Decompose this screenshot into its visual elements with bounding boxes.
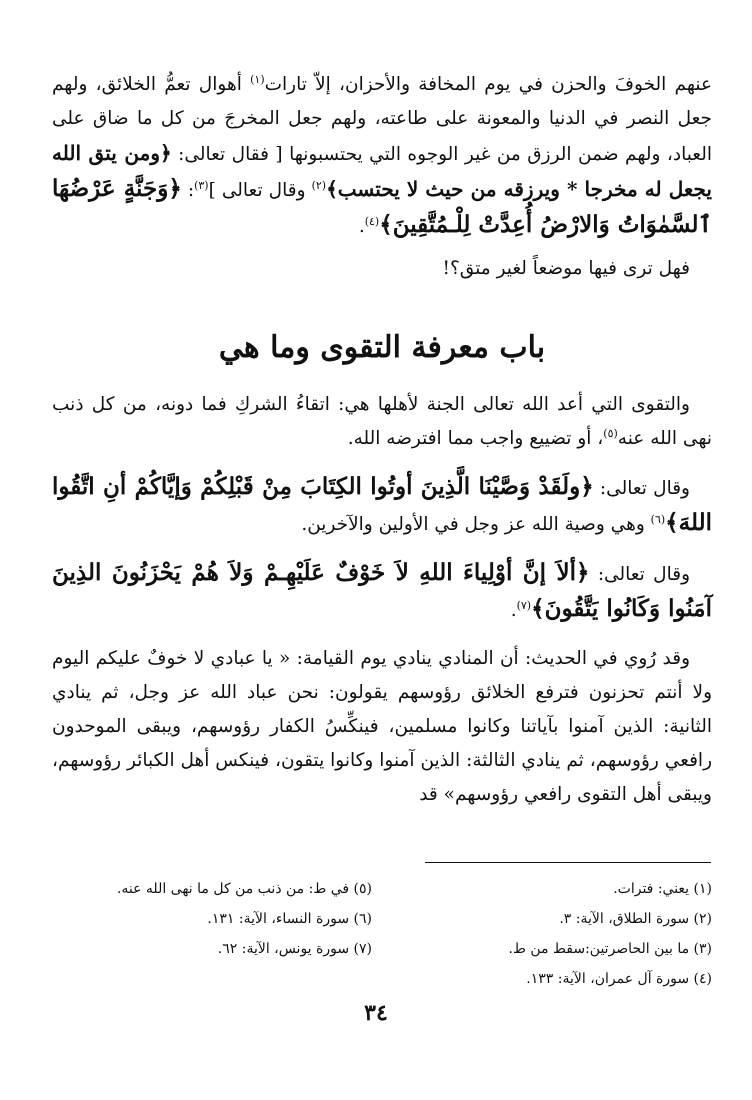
intro-line-4b: وقال تعالى ] [208,180,312,201]
question-line: فهل ترى فيها موضعاً لغير متق؟! [442,258,690,279]
intro-end: . [358,216,365,237]
quran-verse-1: ﴿ومن يتق الله يجعل له مخرجا * ويرزقه من حيث لا يحتسب﴾ [52,141,712,201]
footnote-5: (٥) في ط: من ذنب من كل ما نهى الله عنه. [116,881,372,897]
footnotes-right-column [392,874,712,994]
footnote-ref-1[interactable]: (١) [250,72,265,86]
footnotes-left-column [52,874,372,964]
definition-text: والتقوى التي أعد الله تعالى الجنة لأهلها هي: اتقاءُ الشركِ فما دونه، من كل ذنب نهى الله عنه [52,394,712,449]
intro-paragraph [52,68,712,244]
said-label-2: وقال تعالى: [589,564,690,585]
intro-line-1b: أهوال تعمُّ الخلائق، [95,74,251,95]
footnote-ref-2[interactable]: (٢) [311,178,327,192]
page-number: ٣٤ [364,1000,388,1026]
taqwa-definition-paragraph [52,388,712,456]
footnote-ref-5[interactable]: (٥) [603,426,618,440]
footnote-7: (٧) سورة يونس، الآية: ٦٢. [217,941,372,957]
footnote-4: (٤) سورة آل عمران، الآية: ١٣٣. [526,971,712,987]
footnote-divider [425,862,711,863]
verse-paragraph-1 [52,470,712,542]
verse-commentary: وهي وصية الله عز وجل في الأولين والآخرين. [301,514,651,535]
intro-line-3: على العباد، ولهم ضمن الرزق من غير الوجوه التي يحتسبونها [ فقال تعالى: [52,108,713,165]
footnote-ref-4[interactable]: (٤) [364,214,380,228]
intro-line-1: عنهم الخوفَ والحزن في يوم المخافة والأحزان، إلاّ تارات [264,74,712,95]
quran-verse-3: ﴿ولَقَدْ وَصَّيْنَا الَّذِينَ أوتُوا الكِتَابَ مِنْ قَبْلِكُمْ وَإيَّاكُمْ أنِ اتَّقُوا اللهَ﴾ [52,473,712,536]
definition-text-end: ، أو تضييع واجب مما افترضه الله. [347,428,604,449]
footnote-2: (٢) سورة الطلاق، الآية: ٣. [559,911,712,927]
footnote-ref-7[interactable]: (٧) [516,598,532,612]
said-label-1: وقال تعالى: [593,478,690,499]
footnote-6: (٦) سورة النساء، الآية: ١٣١. [207,911,372,927]
section-heading: باب معرفة التقوى وما هي [218,330,546,365]
quran-verse-4: ﴿ألاَ إنَّ أوْلِياءَ اللهِ لاَ خَوْفٌ عَلَيْهِـمْ وَلاَ هُمْ يَحْزَنُونَ الذِينَ آمَنُوا وَكَانُوا يَتَّقُونَ﴾ [52,559,712,622]
footnote-ref-6[interactable]: (٦) [650,512,666,526]
intro-line-2: ولهم جعل النصر في الدنيا والمعونة على طاعته، ولهم جعل المخرجَ من كل ما ضاق [52,74,712,129]
quran-verse-2: ﴿وَجَنَّةٍ عَرْضُهَا ٱلسَّمٰوَاتُ وَالارْضُ أُعِدَّتْ لِلْـمُتَّقِينَ﴾ [52,175,712,238]
verse-paragraph-2 [52,556,712,628]
verse-end: . [510,600,517,621]
footnote-3: (٣) ما بين الحاصرتين:سقط من ط. [508,941,712,957]
page-body [52,68,712,812]
intro-line-4c: : [181,180,195,201]
footnote-1: (١) يعني: فترات. [613,881,712,897]
hadith-paragraph: وقد رُوي في الحديث: أن المنادي ينادي يوم القيامة: « يا عبادي لا خوفٌ عليكم اليوم ولا أنتم تحزنون فترفع الخلائق رؤوسهم يقولون: نحن عباد الله عز وجل، ثم ينادي الثانية: الذين آمنوا بآياتنا وكانوا مسلمين، فينكِّسُ الكفار رؤوسهم، ويبقى الموحدون رافعي رؤوسهم، ثم ينادي الثالثة: الذين آمنوا وكانوا يتقون، فينكس أهل الكبائر رؤوسهم، ويبقى أهل التقوى رافعي رؤوسهم» قد [52,648,712,805]
footnote-ref-3[interactable]: (٣) [194,178,209,192]
